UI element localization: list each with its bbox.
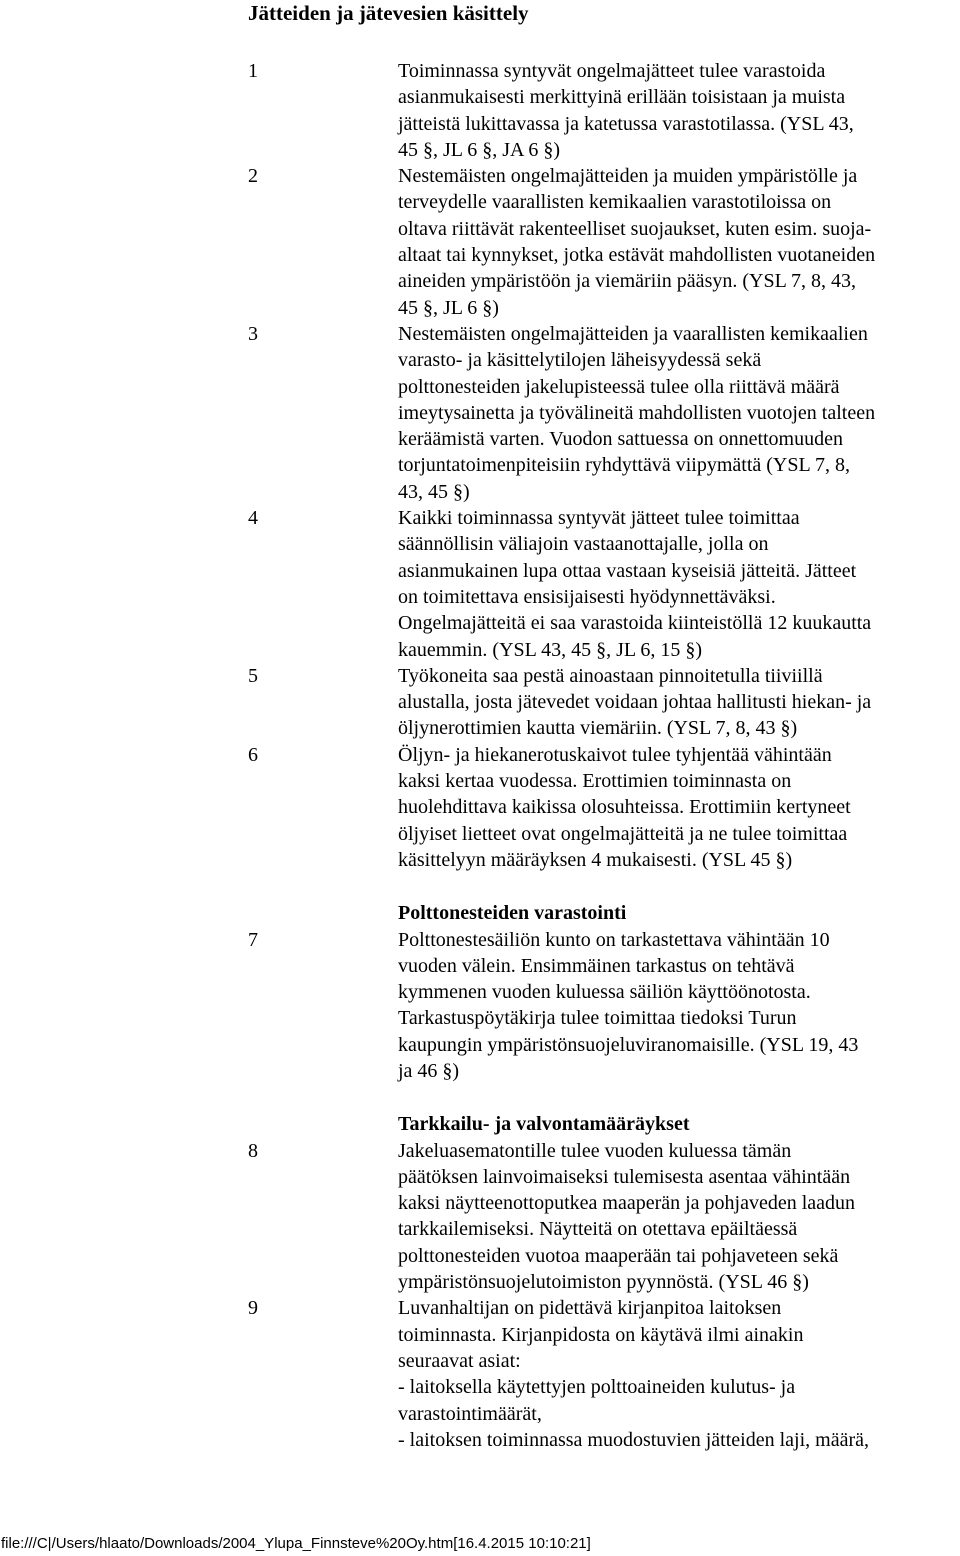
text-line: - laitoksella käytettyjen polttoaineiden kulutus- ja: [398, 1376, 796, 1399]
text-line: Tarkastuspöytäkirja tulee toimittaa tiedoksi Turun: [398, 1007, 797, 1030]
page-title: Jätteiden ja jätevesien käsittely: [248, 1, 529, 25]
item-number: 7: [248, 928, 258, 951]
text-line: Nestemäisten ongelmajätteiden ja muiden ympäristölle ja: [398, 165, 858, 188]
item-number: 9: [248, 1297, 258, 1320]
text-line: varasto- ja käsittelytilojen läheisyydessä sekä: [398, 349, 762, 372]
text-line: on toimitettava ensisijaisesti hyödynnettäväksi.: [398, 585, 776, 608]
list-item: [0, 58, 960, 163]
text-line: jätteistä lukittavassa ja katetussa varastotilassa. (YSL 43,: [398, 112, 854, 135]
text-line: päätöksen lainvoimaiseksi tulemisesta asentaa vähintään: [398, 1165, 851, 1188]
text-line: Ongelmajätteitä ei saa varastoida kiinteistöllä 12 kuukautta: [398, 612, 872, 635]
section-heading-monitoring: Tarkkailu- ja valvontamääräykset: [398, 1113, 690, 1136]
text-line: tarkkailemiseksi. Näytteitä on otettava epäiltäessä: [398, 1218, 798, 1241]
text-line: seuraavat asiat:: [398, 1349, 521, 1372]
item-text: [398, 1138, 960, 1296]
item-text: [398, 1295, 960, 1453]
text-line: Jakeluasematontille tulee vuoden kuluessa tämän: [398, 1139, 792, 1162]
item-number: 3: [248, 322, 258, 345]
text-line: Luvanhaltijan on pidettävä kirjanpitoa laitoksen: [398, 1297, 782, 1320]
section-heading-fuel-storage: Polttonesteiden varastointi: [398, 902, 627, 925]
file-path-footer: file:///C|/Users/hlaato/Downloads/2004_Ylupa_Finnsteve%20Oy.htm[16.4.2015 10:10:21]: [1, 1535, 591, 1552]
text-line: Polttonestesäiliön kunto on tarkastettava vähintään 10: [398, 928, 830, 951]
item-number: 4: [248, 507, 258, 530]
text-line: altaat tai kynnykset, jotka estävät mahdollisten vuotaneiden: [398, 244, 876, 267]
text-line: varastointimäärät,: [398, 1402, 542, 1425]
item-text: [398, 742, 960, 873]
text-line: torjuntatoimenpiteisiin ryhdyttävä viipymättä (YSL 7, 8,: [398, 454, 850, 477]
text-line: polttonesteiden vuotoa maaperään tai pohjaveteen sekä: [398, 1244, 839, 1267]
text-line: kaupungin ympäristönsuojeluviranomaisille. (YSL 19, 43: [398, 1033, 859, 1056]
text-line: Työkoneita saa pestä ainoastaan pinnoitetulla tiiviillä: [398, 664, 823, 687]
text-line: polttonesteiden jakelupisteessä tulee olla riittävä määrä: [398, 375, 840, 398]
text-line: 43, 45 §): [398, 480, 470, 503]
item-text: [398, 321, 960, 505]
list-item: [0, 1138, 960, 1296]
item-number: 5: [248, 664, 258, 687]
item-text: [398, 663, 960, 742]
text-line: imeytysainetta ja työvälineitä mahdollisten vuotojen talteen: [398, 401, 876, 424]
text-line: asianmukaisesti merkittyinä erillään toisistaan ja muista: [398, 86, 846, 109]
list-item: [0, 321, 960, 505]
item-number: 1: [248, 60, 258, 82]
text-line: Nestemäisten ongelmajätteiden ja vaarallisten kemikaalien: [398, 322, 868, 345]
item-text: [398, 163, 960, 321]
list-item: [0, 927, 960, 1085]
list-item: [0, 663, 960, 742]
text-line: ja 46 §): [398, 1059, 460, 1082]
text-line: käsittelyyn määräyksen 4 mukaisesti. (YSL 45 §): [398, 848, 793, 871]
text-line: terveydelle vaarallisten kemikaalien varastotiloissa on: [398, 191, 832, 214]
text-line: öljynerottimien kautta viemäriin. (YSL 7, 8, 43 §): [398, 717, 798, 740]
item-number: 2: [248, 165, 258, 188]
text-line: oltava riittävät rakenteelliset suojaukset, kuten esim. suoja-: [398, 217, 872, 240]
list-item: [0, 163, 960, 321]
list-item: [0, 505, 960, 663]
text-line: Kaikki toiminnassa syntyvät jätteet tulee toimittaa: [398, 507, 800, 530]
text-line: säännöllisin väliajoin vastaanottajalle, jolla on: [398, 533, 769, 556]
text-line: vuoden välein. Ensimmäinen tarkastus on tehtävä: [398, 954, 795, 977]
text-line: ympäristönsuojelutoimiston pyynnöstä. (YSL 46 §): [398, 1271, 809, 1294]
item-number: 8: [248, 1139, 258, 1162]
text-line: Öljyn- ja hiekanerotuskaivot tulee tyhjentää vähintään: [398, 743, 832, 766]
item-text: [398, 505, 960, 663]
text-line: kaksi kertaa vuodessa. Erottimien toiminnasta on: [398, 770, 792, 793]
text-line: huolehdittava kaikissa olosuhteissa. Erottimiin kertyneet: [398, 796, 851, 819]
text-line: kaksi näytteenottoputkea maaperän ja pohjaveden laadun: [398, 1192, 856, 1215]
document-body: [0, 58, 960, 1453]
list-item: [0, 1295, 960, 1453]
item-text: [398, 927, 960, 1085]
text-line: öljyiset lietteet ovat ongelmajätteitä ja ne tulee toimittaa: [398, 822, 848, 845]
text-line: keräämistä varten. Vuodon sattuessa on onnettomuuden: [398, 428, 843, 451]
text-line: 45 §, JL 6 §): [398, 296, 499, 319]
item-text: [398, 58, 960, 163]
text-line: toiminnasta. Kirjanpidosta on käytävä ilmi ainakin: [398, 1323, 804, 1346]
list-item: [0, 742, 960, 873]
item-number: 6: [248, 743, 258, 766]
text-line: alustalla, josta jätevedet voidaan johtaa hallitusti hiekan- ja: [398, 691, 872, 714]
text-line: 45 §, JL 6 §, JA 6 §): [398, 138, 561, 161]
text-line: - laitoksen toiminnassa muodostuvien jätteiden laji, määrä,: [398, 1428, 869, 1451]
text-line: Toiminnassa syntyvät ongelmajätteet tulee varastoida: [398, 60, 826, 82]
text-line: aineiden ympäristöön ja viemäriin pääsyn. (YSL 7, 8, 43,: [398, 270, 857, 293]
text-line: kymmenen vuoden kuluessa säiliön käyttöönotosta.: [398, 981, 811, 1004]
text-line: asianmukainen lupa ottaa vastaan kyseisiä jätteitä. Jätteet: [398, 559, 857, 582]
text-line: kauemmin. (YSL 43, 45 §, JL 6, 15 §): [398, 638, 703, 661]
